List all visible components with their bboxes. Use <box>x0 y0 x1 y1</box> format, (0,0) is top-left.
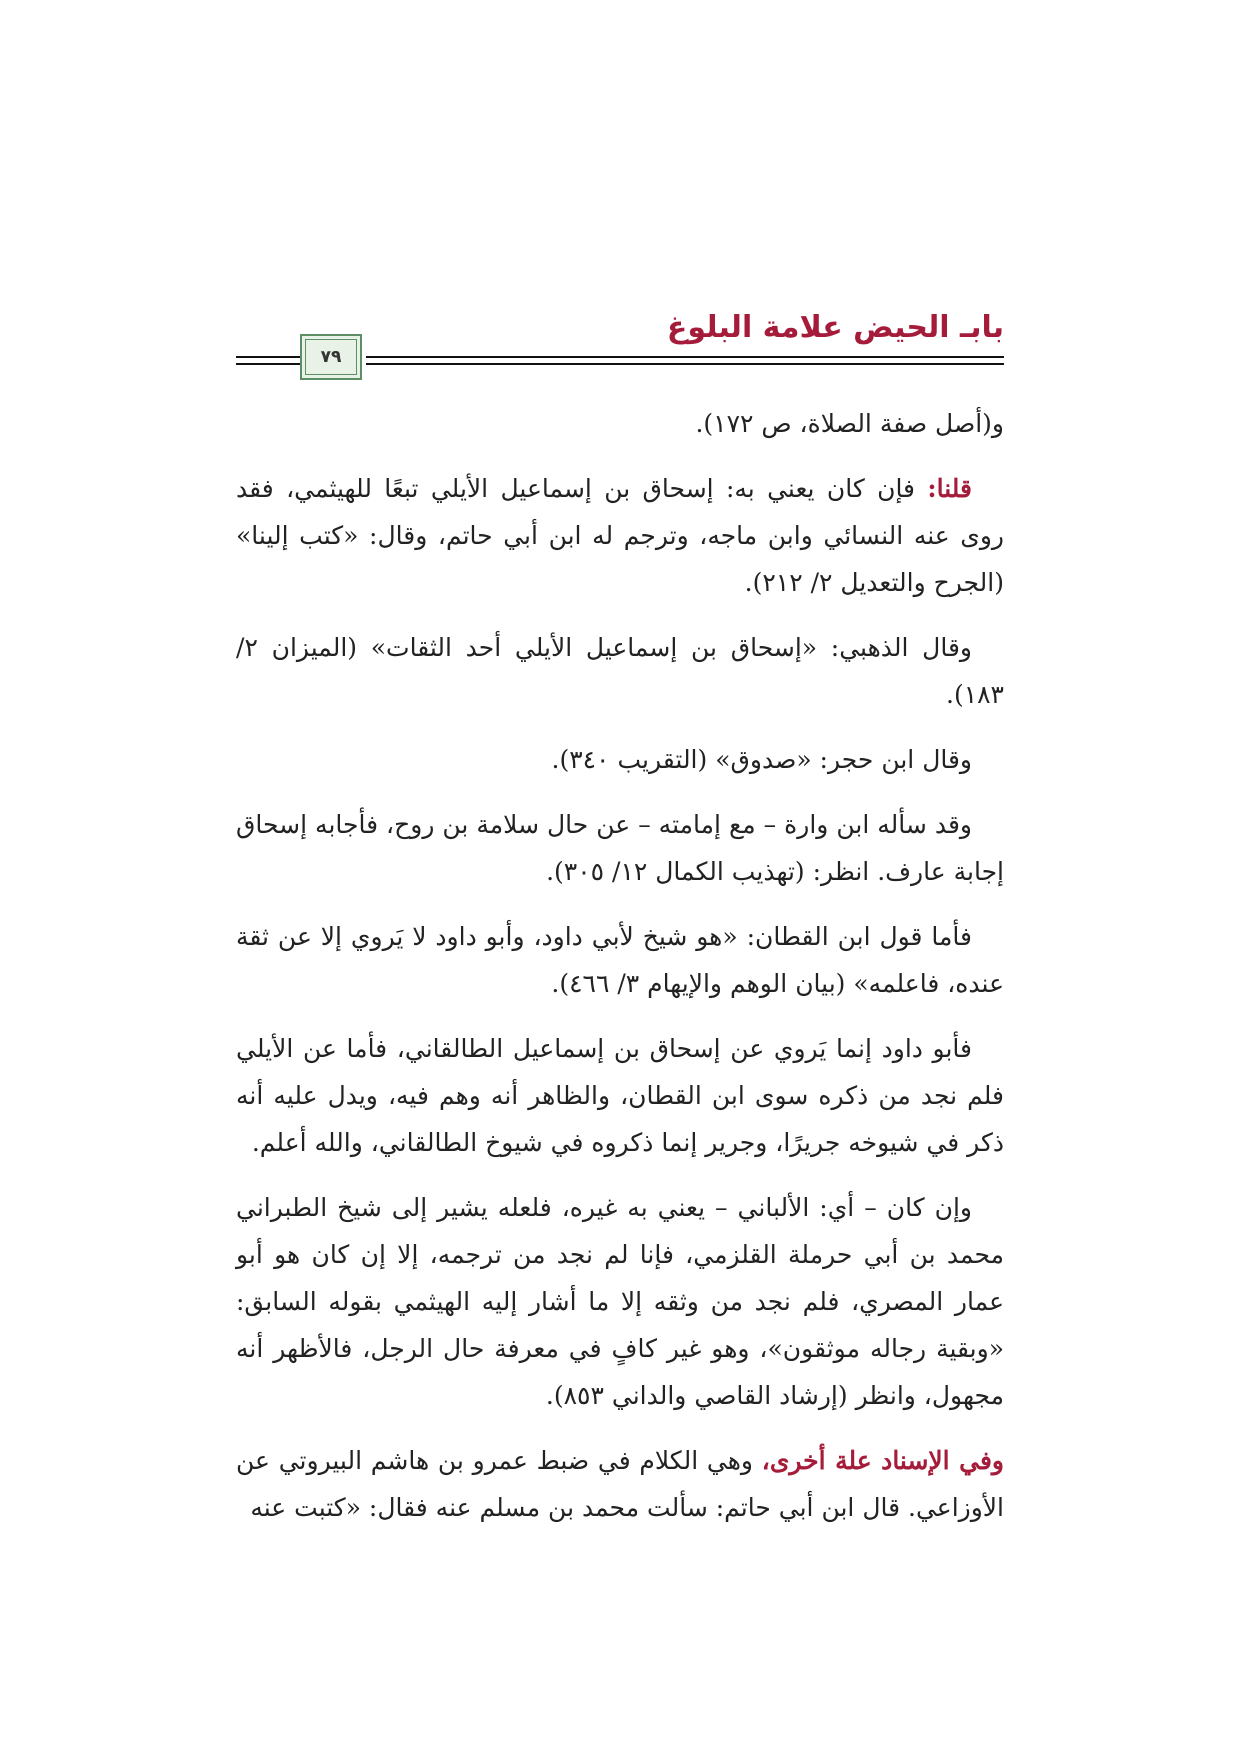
chapter-title: بابـ الحيض علامة البلوغ <box>666 310 1004 345</box>
paragraph: وقال ابن حجر: «صدوق» (التقريب ٣٤٠). <box>551 745 972 774</box>
page-number-ornament <box>300 334 362 380</box>
paragraph: و(أصل صفة الصلاة، ص ١٧٢). <box>695 409 1004 438</box>
page-number: ٧٩ <box>320 347 342 367</box>
paragraph <box>236 465 1004 606</box>
paragraph: فأما قول ابن القطان: «هو شيخ لأبي داود، وأبو داود لا يَروي إلا عن ثقة عنده، فاعلمه» (بيان الوهم والإيهام ٣/ ٤٦٦). <box>236 922 1004 998</box>
paragraph: وقال الذهبي: «إسحاق بن إسماعيل الأيلي أحد الثقات» (الميزان ٢/ ١٨٣). <box>236 633 1004 709</box>
paragraph-lead: وفي الإسناد علة أخرى، <box>761 1446 1004 1475</box>
page-body <box>236 400 1004 1549</box>
paragraph: وقد سأله ابن وارة – مع إمامته – عن حال سلامة بن روح، فأجابه إسحاق إجابة عارف. انظر: (تهذيب الكمال ١٢/ ٣٠٥). <box>236 810 1004 886</box>
paragraph: فأبو داود إنما يَروي عن إسحاق بن إسماعيل الطالقاني، فأما عن الأيلي فلم نجد من ذكره سوى ابن القطان، والظاهر أنه وهم فيه، ويدل عليه أنه ذكر في شيوخه جريرًا، وجرير إنما ذكروه في شيوخ الطالقاني، والله أعلم. <box>236 1034 1004 1157</box>
header-rule <box>366 356 1004 358</box>
header-rule <box>366 363 1004 365</box>
paragraph-text: فإن كان يعني به: إسحاق بن إسماعيل الأيلي تبعًا للهيثمي، فقد روى عنه النسائي وابن ماجه، وترجم له ابن أبي حاتم، وقال: «كتب إلينا» (الجرح والتعديل ٢/ ٢١٢). <box>236 474 1004 597</box>
header-rule <box>236 363 300 365</box>
paragraph-lead: قلنا: <box>927 474 972 503</box>
header-rule <box>236 356 300 358</box>
paragraph <box>236 1437 1004 1531</box>
page-header <box>0 0 1240 400</box>
paragraph: وإن كان – أي: الألباني – يعني به غيره، فلعله يشير إلى شيخ الطبراني محمد بن أبي حرملة القلزمي، فإنا لم نجد من ترجمه، إلا إن كان هو أبو عمار المصري، فلم نجد من وثقه إلا ما أشار إليه الهيثمي بقوله السابق: «وبقية رجاله موثقون»، وهو غير كافٍ في معرفة حال الرجل، فالأظهر أنه مجهول، وانظر (إرشاد القاصي والداني ٨٥٣). <box>236 1193 1004 1410</box>
paragraph-text: وهي الكلام في ضبط عمرو بن هاشم البيروتي عن الأوزاعي. قال ابن أبي حاتم: سألت محمد بن مسلم عنه فقال: «كتبت عنه <box>236 1446 1004 1522</box>
